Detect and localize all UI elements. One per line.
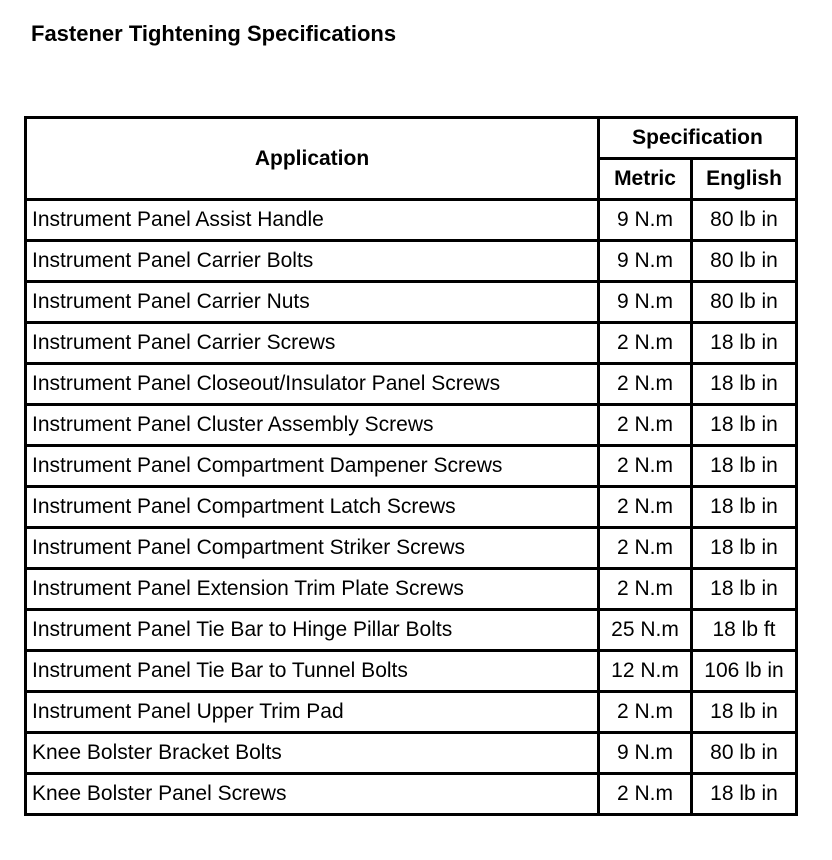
english-cell: 18 lb in: [692, 528, 797, 569]
english-cell: 18 lb in: [692, 405, 797, 446]
table-row: [26, 405, 797, 446]
metric-cell: 9 N.m: [599, 282, 692, 323]
english-header: English: [692, 159, 797, 200]
table-row: [26, 364, 797, 405]
metric-cell: 2 N.m: [599, 323, 692, 364]
english-cell: 18 lb in: [692, 364, 797, 405]
table-row: [26, 733, 797, 774]
english-cell: 18 lb in: [692, 487, 797, 528]
english-cell: 18 lb ft: [692, 610, 797, 651]
metric-cell: 2 N.m: [599, 405, 692, 446]
application-cell: Instrument Panel Closeout/Insulator Panel Screws: [26, 364, 599, 405]
table-row: [26, 487, 797, 528]
metric-cell: 2 N.m: [599, 446, 692, 487]
english-cell: 18 lb in: [692, 569, 797, 610]
english-cell: 18 lb in: [692, 774, 797, 815]
metric-cell: 2 N.m: [599, 487, 692, 528]
table-body: [26, 200, 797, 815]
metric-cell: 9 N.m: [599, 200, 692, 241]
application-cell: Instrument Panel Compartment Striker Screws: [26, 528, 599, 569]
application-cell: Instrument Panel Compartment Latch Screws: [26, 487, 599, 528]
application-header: Application: [26, 118, 599, 200]
english-cell: 18 lb in: [692, 323, 797, 364]
application-cell: Knee Bolster Bracket Bolts: [26, 733, 599, 774]
table-row: [26, 651, 797, 692]
application-cell: Instrument Panel Assist Handle: [26, 200, 599, 241]
page-title: Fastener Tightening Specifications: [31, 21, 397, 46]
english-cell: 80 lb in: [692, 733, 797, 774]
metric-cell: 2 N.m: [599, 774, 692, 815]
metric-cell: 9 N.m: [599, 241, 692, 282]
table-row: [26, 610, 797, 651]
specifications-table: [24, 116, 798, 816]
application-cell: Knee Bolster Panel Screws: [26, 774, 599, 815]
metric-cell: 9 N.m: [599, 733, 692, 774]
metric-cell: 2 N.m: [599, 528, 692, 569]
metric-cell: 2 N.m: [599, 569, 692, 610]
table-row: [26, 569, 797, 610]
english-cell: 80 lb in: [692, 200, 797, 241]
table-row: [26, 200, 797, 241]
english-cell: 18 lb in: [692, 446, 797, 487]
table-row: [26, 774, 797, 815]
specification-header: Specification: [599, 118, 797, 159]
table-row: [26, 692, 797, 733]
english-cell: 80 lb in: [692, 241, 797, 282]
metric-header: Metric: [599, 159, 692, 200]
english-cell: 18 lb in: [692, 692, 797, 733]
application-cell: Instrument Panel Tie Bar to Hinge Pillar Bolts: [26, 610, 599, 651]
table-row: [26, 323, 797, 364]
application-cell: Instrument Panel Carrier Nuts: [26, 282, 599, 323]
application-cell: Instrument Panel Carrier Bolts: [26, 241, 599, 282]
application-cell: Instrument Panel Compartment Dampener Screws: [26, 446, 599, 487]
application-cell: Instrument Panel Cluster Assembly Screws: [26, 405, 599, 446]
metric-cell: 2 N.m: [599, 692, 692, 733]
table-row: [26, 241, 797, 282]
english-cell: 106 lb in: [692, 651, 797, 692]
english-cell: 80 lb in: [692, 282, 797, 323]
header-row: [26, 118, 797, 159]
table-row: [26, 528, 797, 569]
application-cell: Instrument Panel Upper Trim Pad: [26, 692, 599, 733]
application-cell: Instrument Panel Extension Trim Plate Screws: [26, 569, 599, 610]
table-row: [26, 446, 797, 487]
metric-cell: 12 N.m: [599, 651, 692, 692]
metric-cell: 25 N.m: [599, 610, 692, 651]
metric-cell: 2 N.m: [599, 364, 692, 405]
application-cell: Instrument Panel Tie Bar to Tunnel Bolts: [26, 651, 599, 692]
application-cell: Instrument Panel Carrier Screws: [26, 323, 599, 364]
table-row: [26, 282, 797, 323]
